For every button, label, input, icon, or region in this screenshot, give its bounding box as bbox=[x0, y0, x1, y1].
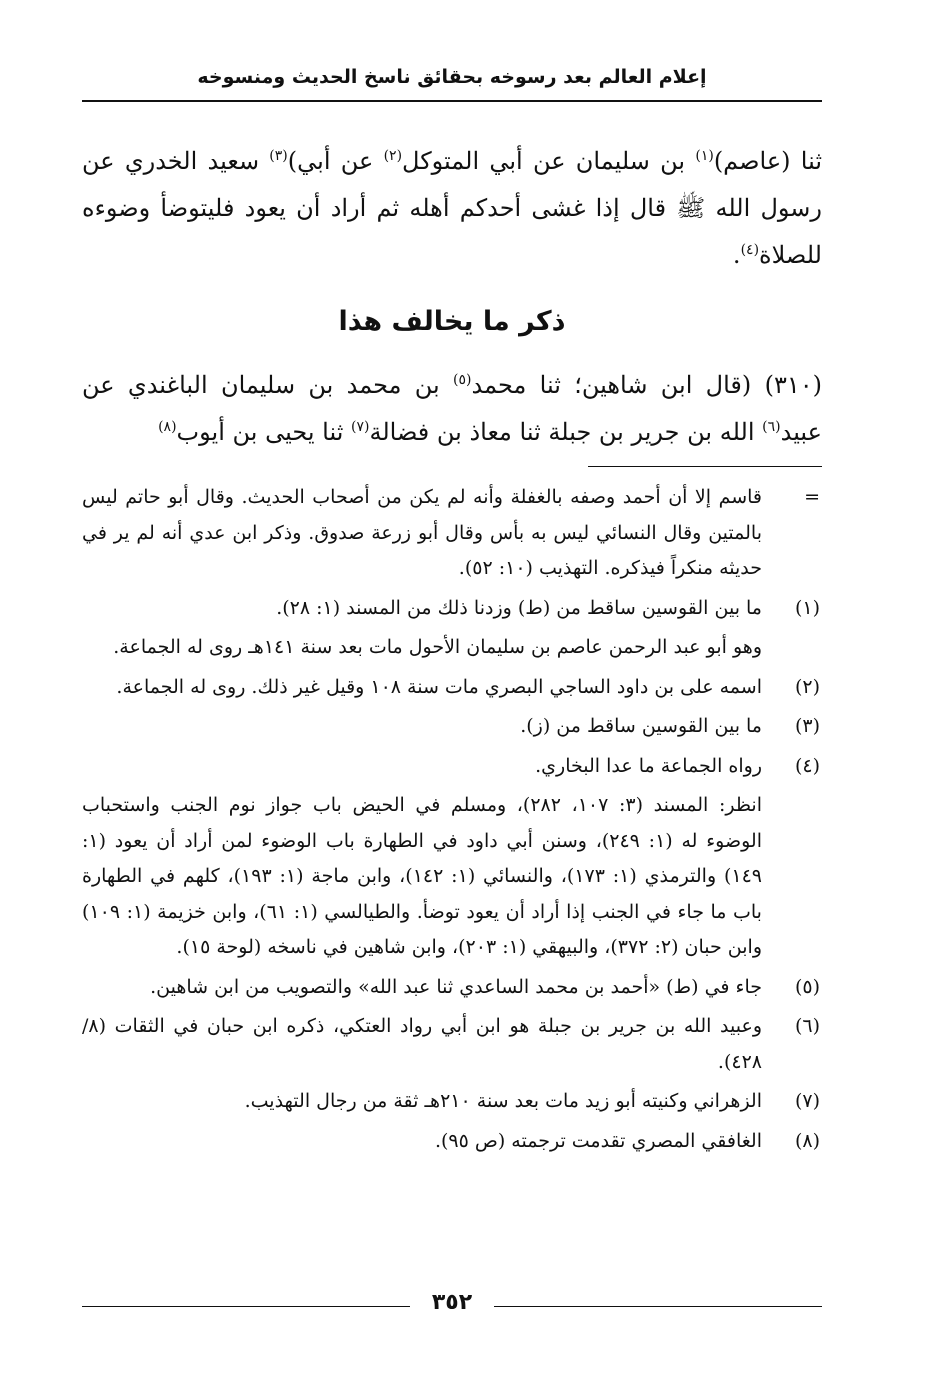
text-run: الله بن جرير بن جبلة ثنا معاذ بن فضالة bbox=[369, 418, 763, 446]
footnote-7 bbox=[82, 1084, 822, 1120]
footnote-ref-1[interactable]: (١) bbox=[695, 148, 714, 164]
footnote-text: ما بين القوسين ساقط من (ز). bbox=[520, 715, 762, 737]
footnote-text: الغافقي المصري تقدمت ترجمته (ص ٩٥). bbox=[434, 1129, 762, 1152]
footnote-text: قاسم إلا أن أحمد وصفه بالغفلة وأنه لم يكن من أصحاب الحديث. وقال أبو حاتم ليس بالمتين وقال النسائي ليس به بأس وقال أبو زرعة صدوق. وذكر ابن عدي أنه لم ير في حديثه منكراً فيذكره. التهذيب (١٠: ٥٢). bbox=[82, 486, 762, 579]
footer-rule-left bbox=[82, 1306, 410, 1307]
footnote-number: (٨) bbox=[794, 1129, 820, 1152]
footnote-4 bbox=[82, 749, 822, 785]
footnote-number: (١) bbox=[794, 596, 820, 619]
text-run: بن محمد بن سليمان الباغندي عن عبيد bbox=[82, 371, 822, 446]
main-text-block-1 bbox=[82, 138, 822, 279]
footnote-text: الزهراني وكنيته أبو زيد مات بعد سنة ٢١٠هـ ثقة من رجال التهذيب. bbox=[244, 1090, 762, 1112]
text-run: سعيد الخدري عن رسول الله ﷺ قال إذا غشى أحدكم أهله ثم أراد أن يعود فليتوضأ وضوءه للصلاة bbox=[82, 147, 822, 269]
footnote-ref-7[interactable]: (٧) bbox=[351, 419, 370, 435]
text-run: ثنا (عاصم) bbox=[713, 147, 823, 175]
footnote-number: (٢) bbox=[794, 675, 820, 698]
main-text-block-2 bbox=[82, 362, 822, 456]
footnote-8 bbox=[82, 1124, 822, 1160]
footnote-continuation bbox=[82, 480, 822, 587]
footnote-text: رواه الجماعة ما عدا البخاري. bbox=[535, 754, 762, 777]
running-header: إعلام العالم بعد رسوخه بحقائق ناسخ الحديث ومنسوخه bbox=[197, 66, 707, 88]
footnote-6 bbox=[82, 1009, 822, 1080]
continuation-marker: = bbox=[804, 486, 820, 508]
footer-rule-right bbox=[494, 1306, 822, 1307]
text-run: (٣١٠) (قال ابن شاهين؛ ثنا محمد bbox=[471, 371, 822, 399]
footnote-number: (٤) bbox=[794, 754, 820, 777]
hadith-paragraph bbox=[82, 362, 822, 456]
footnote-1 bbox=[82, 591, 822, 627]
footnote-ref-8[interactable]: (٨) bbox=[158, 419, 177, 435]
footnote-text: اسمه على بن داود الساجي البصري مات سنة ١٠٨ وقيل غير ذلك. روى له الجماعة. bbox=[116, 675, 762, 698]
footnote-3 bbox=[82, 709, 822, 745]
footnote-text: ما بين القوسين ساقط من (ط) وزدنا ذلك من المسند (١: ٢٨). bbox=[276, 596, 762, 619]
footnote-number: (٥) bbox=[794, 975, 820, 998]
footnote-ref-4[interactable]: (٤) bbox=[740, 242, 760, 258]
text-run: . bbox=[732, 241, 741, 269]
footnote-2 bbox=[82, 670, 822, 706]
footnote-text: جاء في (ط) «أحمد بن محمد الساعدي ثنا عبد الله» والتصويب من ابن شاهين. bbox=[150, 975, 762, 998]
footnote-number: (٦) bbox=[794, 1015, 820, 1037]
hadith-paragraph bbox=[82, 138, 822, 279]
footnote-4-continued: انظر: المسند (٣: ١٠٧، ٢٨٢)، ومسلم في الحيض باب جواز نوم الجنب واستحباب الوضوء له (١: ٢٤٩)، وسنن أبي داود في الطهارة باب الوضوء لمن أراد أن يعود (١: ١٤٩) والترمذي (١: ١٧٣)، والنسائي (١: ١٤٢)، وابن ماجة (١: ١٩٣)، كلهم في الطهارة باب ما جاء في الجنب إذا أراد أن يعود توضأ. والطيالسي (١: ٦١)، وابن خزيمة (١: ١٠٩) وابن حبان (٢: ٣٧٢)، والبيهقي (١: ٢٠٣)، وابن شاهين في ناسخه (لوحة ١٥). bbox=[82, 794, 762, 958]
footnote-number: (٧) bbox=[794, 1090, 820, 1112]
footnote-separator bbox=[588, 466, 822, 467]
footnote-text: وعبيد الله بن جرير بن جبلة هو ابن أبي رواد العتكي، ذكره ابن حبان في الثقات (٨/ ٤٢٨). bbox=[82, 1015, 762, 1073]
section-title: ذكر ما يخالف هذا bbox=[338, 306, 566, 337]
header-rule bbox=[82, 100, 822, 102]
footnote-1-continued: وهو أبو عبد الرحمن عاصم بن سليمان الأحول مات بعد سنة ١٤١هـ روى له الجماعة. bbox=[113, 636, 762, 658]
footnote-number: (٣) bbox=[794, 715, 820, 737]
text-run: ثنا يحيى بن أيوب bbox=[176, 418, 352, 446]
footnote-ref-5[interactable]: (٥) bbox=[453, 372, 472, 388]
footnotes bbox=[82, 480, 822, 1163]
footnote-ref-3[interactable]: (٣) bbox=[269, 148, 288, 164]
footnote-ref-6[interactable]: (٦) bbox=[762, 419, 781, 435]
text-run: بن سليمان عن أبي المتوكل bbox=[402, 147, 696, 175]
page-number: ٣٥٢ bbox=[431, 1290, 473, 1315]
footnote-ref-2[interactable]: (٢) bbox=[383, 148, 403, 164]
footnote-5 bbox=[82, 970, 822, 1006]
text-run: عن أبي) bbox=[287, 147, 384, 175]
page-footer bbox=[82, 1290, 822, 1320]
